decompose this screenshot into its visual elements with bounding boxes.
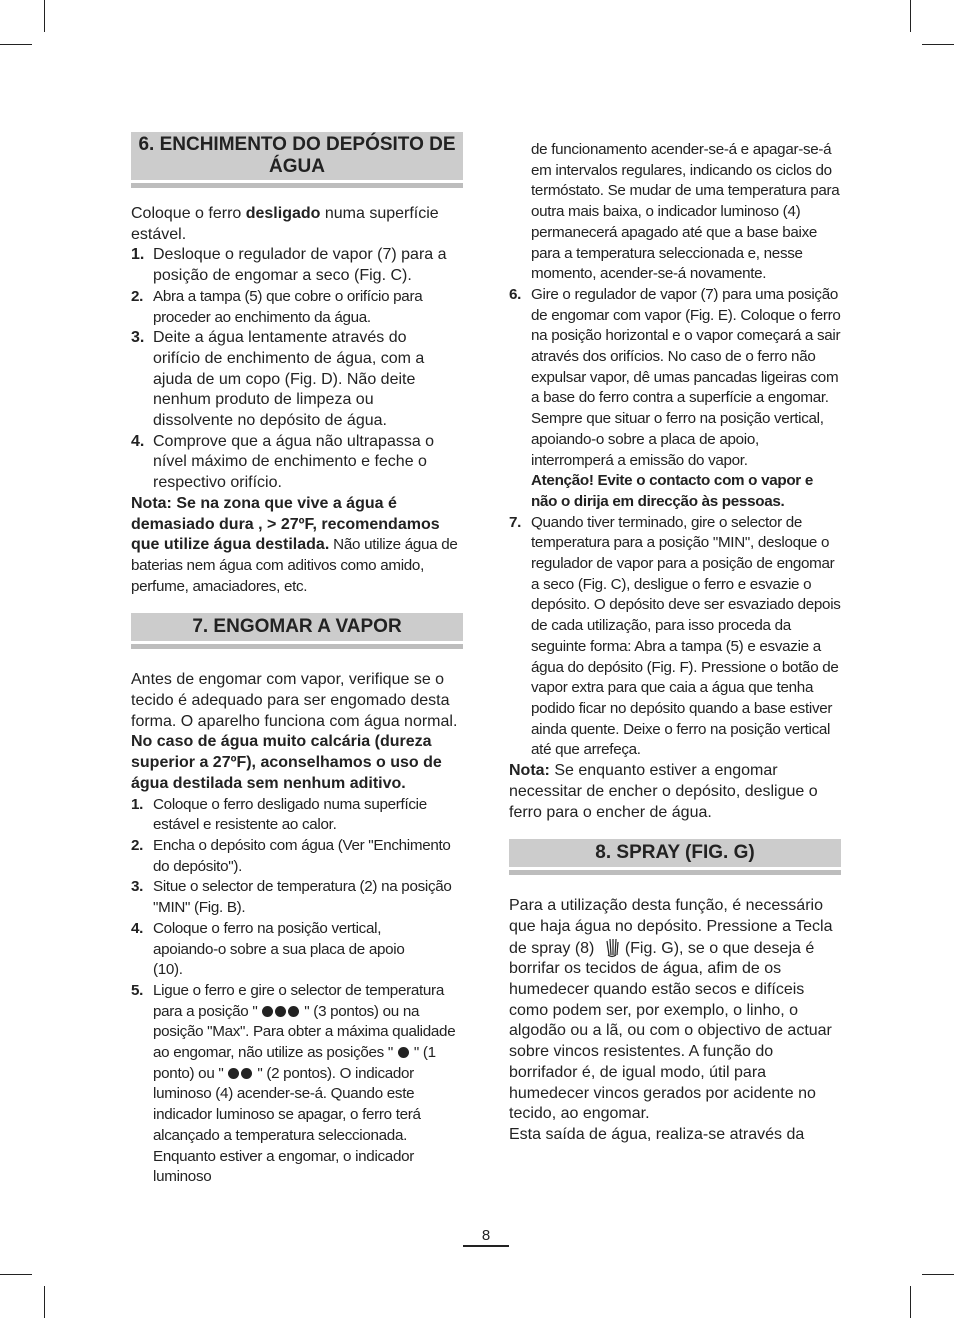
crop-mark <box>922 44 954 45</box>
section-8-paragraph-2: Esta saída de água, realiza-se através da <box>509 1125 805 1143</box>
section-6-intro: Coloque o ferro desligado numa superfície estável. <box>131 205 439 243</box>
two-dots-icon <box>227 1065 253 1082</box>
crop-mark <box>910 0 911 32</box>
right-column <box>509 140 841 1146</box>
section-6-note: Nota: Se na zona que vive a água é demasiado dura , > 27ºF, recomendamos que utilize água destilada. Não utilize água de baterias nem água com aditivos como amido, perfume, amaciadores, etc. <box>131 494 458 595</box>
section-7-note: Nota: Se enquanto estiver a engomar necessitar de encher o depósito, desligue o ferro para o encher de água. <box>509 762 818 821</box>
crop-mark <box>0 44 32 45</box>
list-item: 4. Coloque o ferro na posição vertical, apoiando-o sobre a sua placa de apoio (10). <box>131 919 405 979</box>
section-6-title: 6. ENCHIMENTO DO DEPÓSITO DE ÁGUA <box>131 132 463 183</box>
steam-warning: Atenção! Evite o contacto com o vapor e não o dirija em direcção às pessoas. <box>531 472 813 510</box>
three-dots-icon <box>261 1003 300 1020</box>
list-item: 1. Desloque o regulador de vapor (7) para a posição de engomar a seco (Fig. C). <box>131 246 447 285</box>
section-7-steps <box>131 795 463 1188</box>
one-dot-icon <box>397 1044 410 1061</box>
crop-mark <box>44 0 45 32</box>
section-8-title: 8. SPRAY (FIG. G) <box>509 839 841 870</box>
list-item: 2. Encha o depósito com água (Ver "Enchimento do depósito"). <box>131 836 451 875</box>
left-column <box>131 132 463 1188</box>
section-7-title: 7. ENGOMAR A VAPOR <box>131 613 463 644</box>
list-item: 3. Deite a água lentamente através do orifício de enchimento de água, com a ajuda de um copo (Fig. D). Não deite nenhum produto de limpeza ou dissolvente no depósito de água. <box>131 329 425 430</box>
list-item: 5. Ligue o ferro e gire o selector de temperatura para a posição " " (3 pontos) ou na posição "Max". Para obter a máxima qualidade ao engomar, não utilize as posições " " (1 ponto) ou " " (2 pontos). O indicador luminoso (4) acender-se-á. Quando este indicador luminoso se apagar, o ferro terá alcançado a temperatura seleccionada. Enquanto estiver a engomar, o indicador luminoso <box>131 981 456 1186</box>
section-8-paragraph: Para a utilização desta função, é necessário que haja água no depósito. Pressione a Tecla de spray (8) (Fig. G), se o que deseja é borrifar os tecidos de água, afim de os humedecer quando estão secos e difíceis como podem ser, por exemplo, o linho, o algodão ou a lã, ou com o objectivo de actuar sobre vincos resistentes. A função do borrifador é, de igual modo, útil para humedecer vincos gerados por acidente no tecido, ao engomar. <box>509 897 833 1123</box>
crop-mark <box>922 1274 954 1275</box>
list-item: 3. Situe o selector de temperatura (2) na posição "MIN" (Fig. B). <box>131 878 452 917</box>
list-item: 7. Quando tiver terminado, gire o selector de temperatura para a posição "MIN", desloque o regulador de vapor para a posição de engomar a seco (Fig. C), desligue o ferro e esvazie o depósito. O depósito deve ser esvaziado depois de cada utilização, para isso proceda da seguinte forma: Abra a tampa (5) e esvazie a água do depósito (Fig. F). Pressione o botão de vapor extra para que caia a água que tenha podido ficar no depósito quando a base estiver ainda quente. Deixe o ferro na posição vertical até que arrefeça. <box>509 513 841 759</box>
spray-icon <box>605 938 619 958</box>
list-item: 4. Comprove que a água não ultrapassa o nível máximo de enchimento e feche o respectivo orifício. <box>131 432 435 492</box>
crop-mark <box>910 1286 911 1318</box>
section-7-intro: Antes de engomar com vapor, verifique se o tecido é adequado para ser engomado desta forma. O aparelho funciona com água normal. No caso de água muito calcária (dureza superior a 27ºF), aconselhamos o uso de água destilada sem nenhum aditivo. <box>131 671 458 792</box>
crop-mark <box>0 1274 32 1275</box>
page-number: 8 <box>481 1227 491 1244</box>
section-6-steps <box>131 245 463 493</box>
page-number-rule <box>463 1245 509 1247</box>
list-item: 1. Coloque o ferro desligado numa superfície estável e resistente ao calor. <box>131 795 427 834</box>
section-7-steps-cont <box>509 285 841 761</box>
step-5-continued: de funcionamento acender-se-á e apagar-se-á em intervalos regulares, indicando os ciclos do termóstato. Se mudar de uma temperatura para outra mais baixa, o indicador luminoso (4) permanecerá apagado até que a base baixe para a temperatura seleccionada e, nesse momento, acender-se-á novamente. <box>531 141 840 283</box>
crop-mark <box>44 1286 45 1318</box>
list-item: 6. Gire o regulador de vapor (7) para uma posição de engomar com vapor (Fig. E). Coloque o ferro na posição horizontal e o vapor começará a sair através dos orifícios. No caso de o ferro não expulsar vapor, dê umas pancadas ligeiras com a base do ferro contra a superfície a engomar. Sempre que situar o ferro na posição vertical, apoiando-o sobre a placa de apoio, interromperá a emissão do vapor. Atenção! Evite o contacto com o vapor e não o dirija em direcção às pessoas. <box>509 285 841 510</box>
list-item: 2. Abra a tampa (5) que cobre o orifício para proceder ao enchimento da água. <box>131 287 423 326</box>
